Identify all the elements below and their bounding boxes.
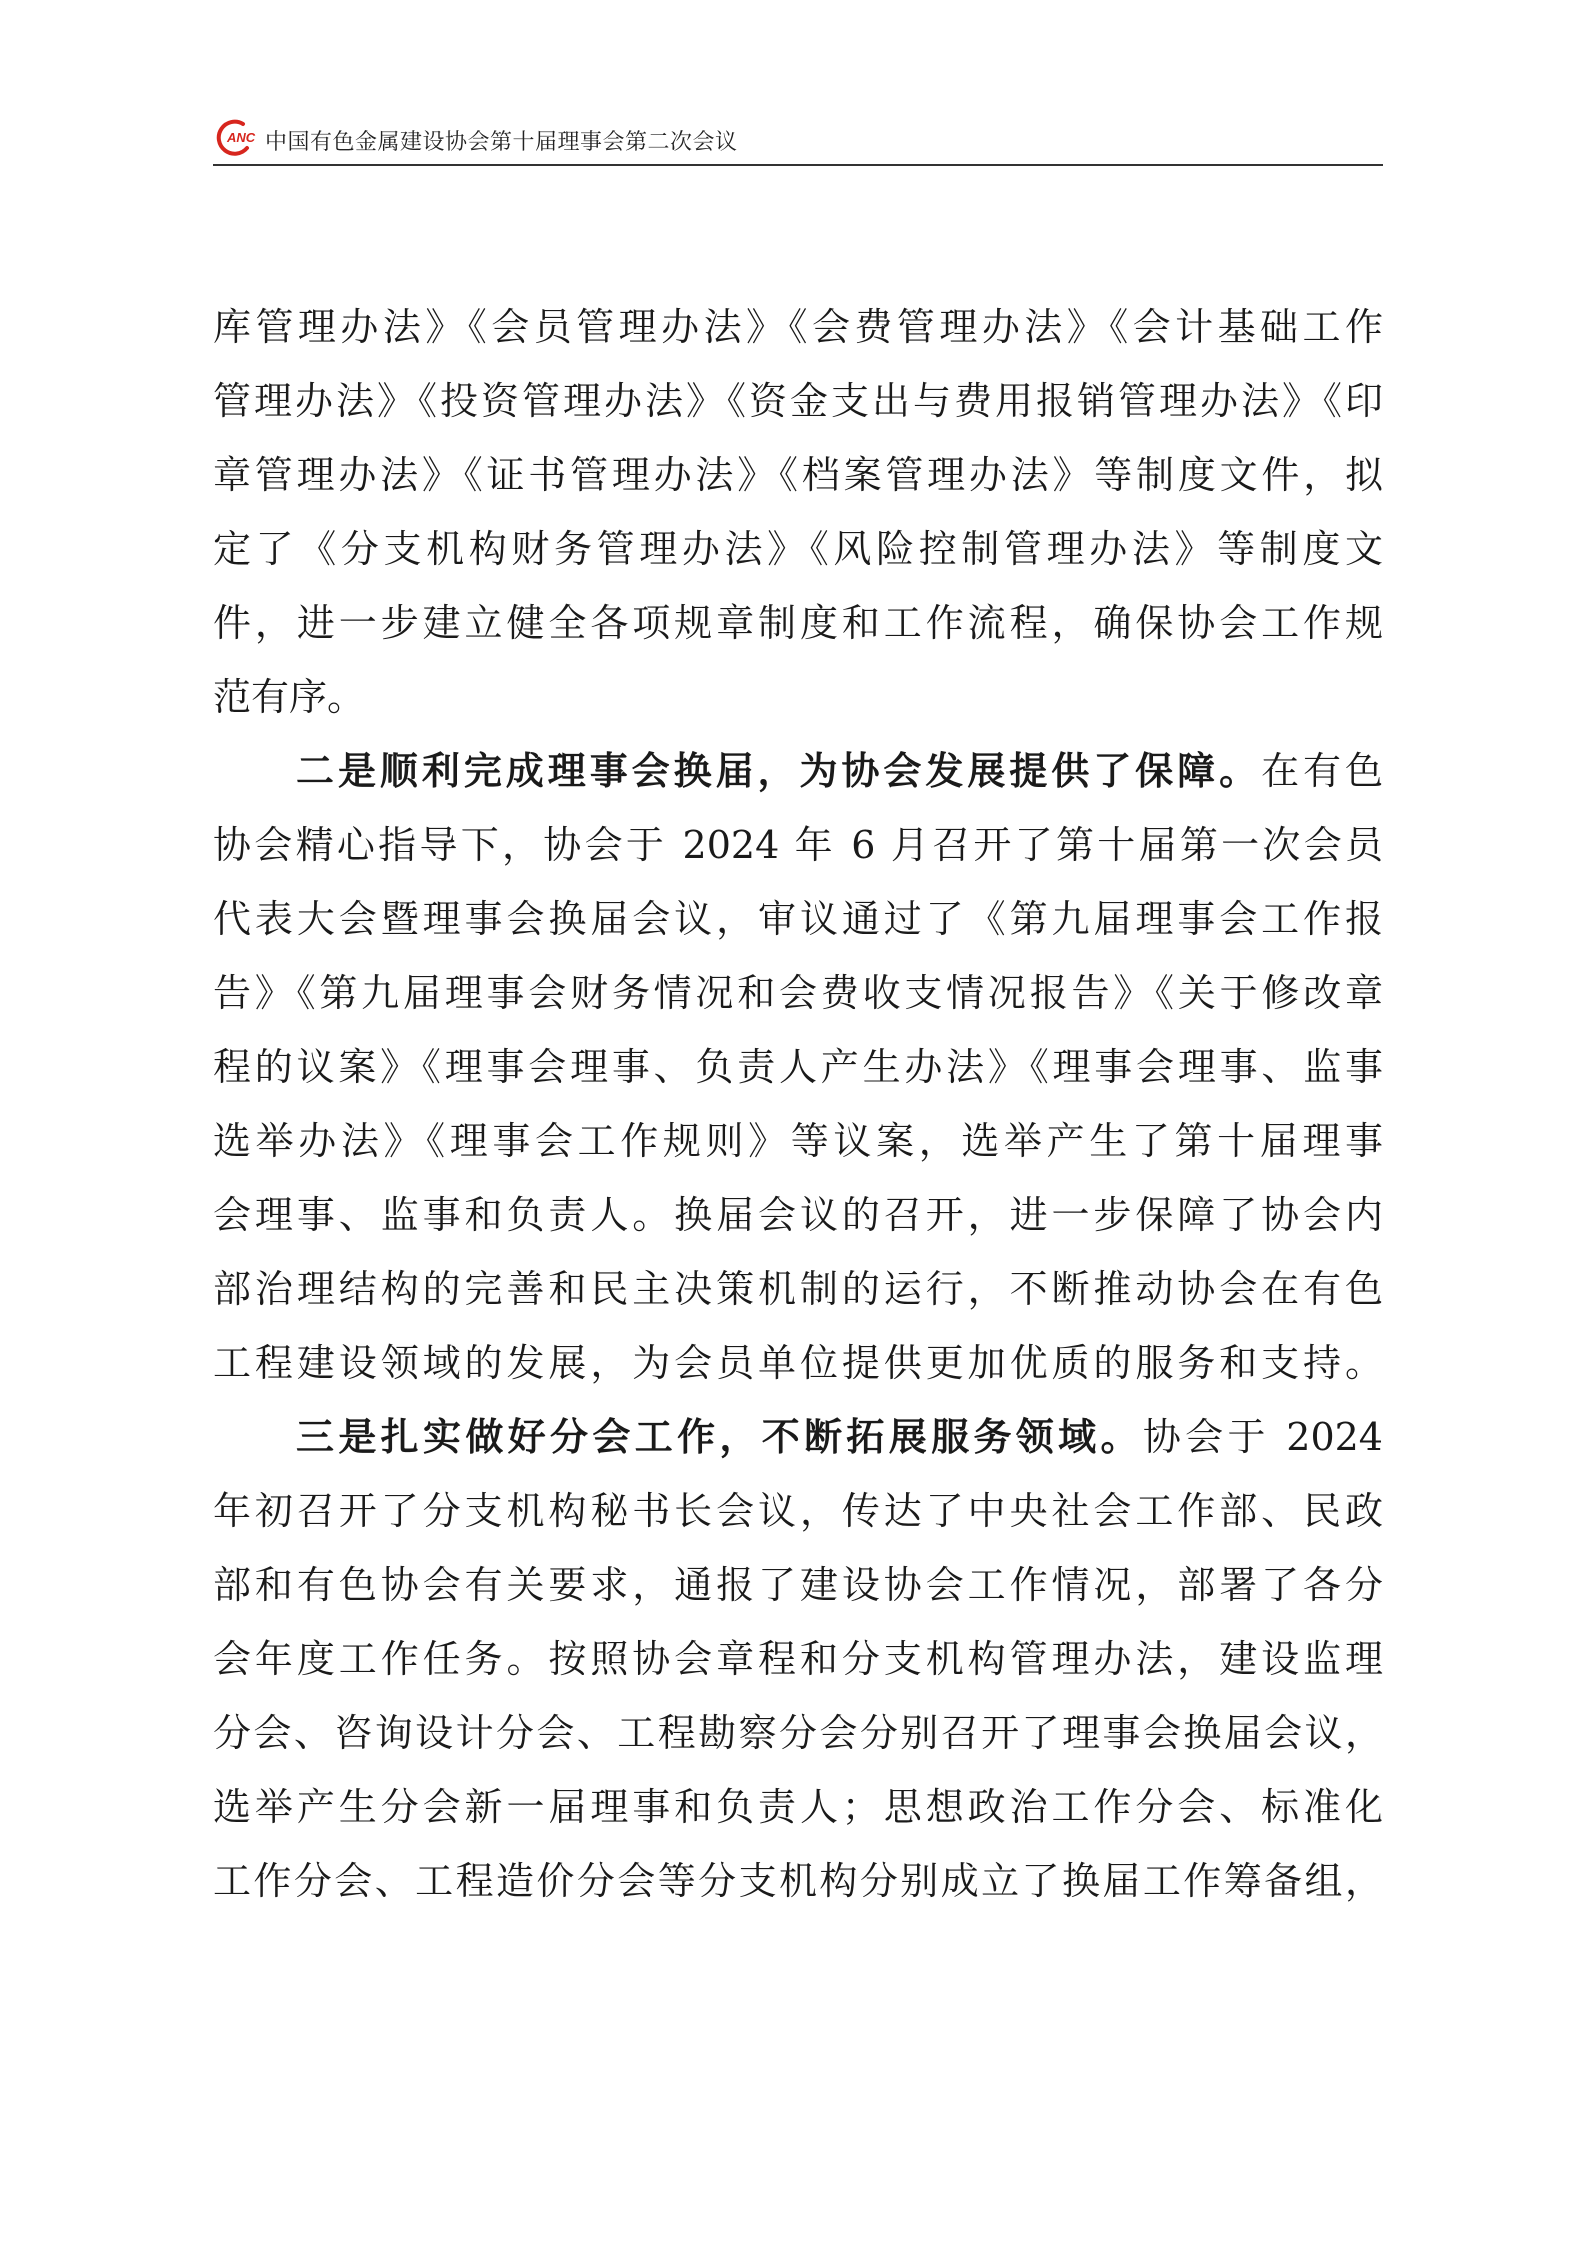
text-line: 章管理办法》《证书管理办法》《档案管理办法》等制度文件，拟 bbox=[213, 453, 1383, 497]
text-line: 会年度工作任务。按照协会章程和分支机构管理办法，建设监理 bbox=[213, 1637, 1383, 1681]
document-body bbox=[213, 290, 1383, 1918]
text-line: 工作分会、工程造价分会等分支机构分别成立了换届工作筹备组， bbox=[213, 1859, 1383, 1903]
page-header bbox=[213, 112, 1383, 166]
text-line: 范有序。 bbox=[213, 675, 366, 719]
text-line: 协会精心指导下，协会于 2024 年 6 月召开了第十届第一次会员 bbox=[213, 823, 1383, 867]
paragraph-1 bbox=[213, 290, 1383, 734]
paragraph-2 bbox=[213, 734, 1383, 1400]
text-line: 会理事、监事和负责人。换届会议的召开，进一步保障了协会内 bbox=[213, 1193, 1383, 1237]
text-line: 工程建设领域的发展，为会员单位提供更加优质的服务和支持。 bbox=[213, 1341, 1383, 1385]
text-line: 管理办法》《投资管理办法》《资金支出与费用报销管理办法》《印 bbox=[213, 379, 1383, 423]
text-line: 程的议案》《理事会理事、负责人产生办法》《理事会理事、监事 bbox=[213, 1045, 1383, 1089]
paragraph-heading: 三是扎实做好分会工作，不断拓展服务领域。 bbox=[296, 1414, 1143, 1459]
paragraph-first-line bbox=[213, 734, 1383, 808]
text-line: 定了《分支机构财务管理办法》《风险控制管理办法》等制度文 bbox=[213, 527, 1383, 571]
text-line: 年初召开了分支机构秘书长会议，传达了中央社会工作部、民政 bbox=[213, 1489, 1383, 1533]
anc-logo-icon bbox=[213, 116, 263, 158]
text-line: 代表大会暨理事会换届会议，审议通过了《第九届理事会工作报 bbox=[213, 897, 1383, 941]
text-line: 部治理结构的完善和民主决策机制的运行，不断推动协会在有色 bbox=[213, 1267, 1383, 1311]
text-line: 部和有色协会有关要求，通报了建设协会工作情况，部署了各分 bbox=[213, 1563, 1383, 1607]
paragraph-heading: 二是顺利完成理事会换届，为协会发展提供了保障。 bbox=[296, 748, 1262, 793]
text-line: 告》《第九届理事会财务情况和会费收支情况报告》《关于修改章 bbox=[213, 971, 1383, 1015]
logo-text: ANC bbox=[227, 130, 256, 145]
paragraph-first-line bbox=[213, 1400, 1383, 1474]
text-line: 选举办法》《理事会工作规则》等议案，选举产生了第十届理事 bbox=[213, 1119, 1383, 1163]
text-span: 协会于 2024 bbox=[1142, 1415, 1383, 1459]
text-line: 库管理办法》《会员管理办法》《会费管理办法》《会计基础工作 bbox=[213, 305, 1383, 349]
text-line: 分会、咨询设计分会、工程勘察分会分别召开了理事会换届会议， bbox=[213, 1711, 1383, 1755]
text-line: 件，进一步建立健全各项规章制度和工作流程，确保协会工作规 bbox=[213, 601, 1383, 645]
header-title: 中国有色金属建设协会第十届理事会第二次会议 bbox=[265, 130, 738, 155]
text-span: 在有色 bbox=[1261, 749, 1383, 793]
text-line: 选举产生分会新一届理事和负责人；思想政治工作分会、标准化 bbox=[213, 1785, 1383, 1829]
paragraph-3 bbox=[213, 1400, 1383, 1918]
